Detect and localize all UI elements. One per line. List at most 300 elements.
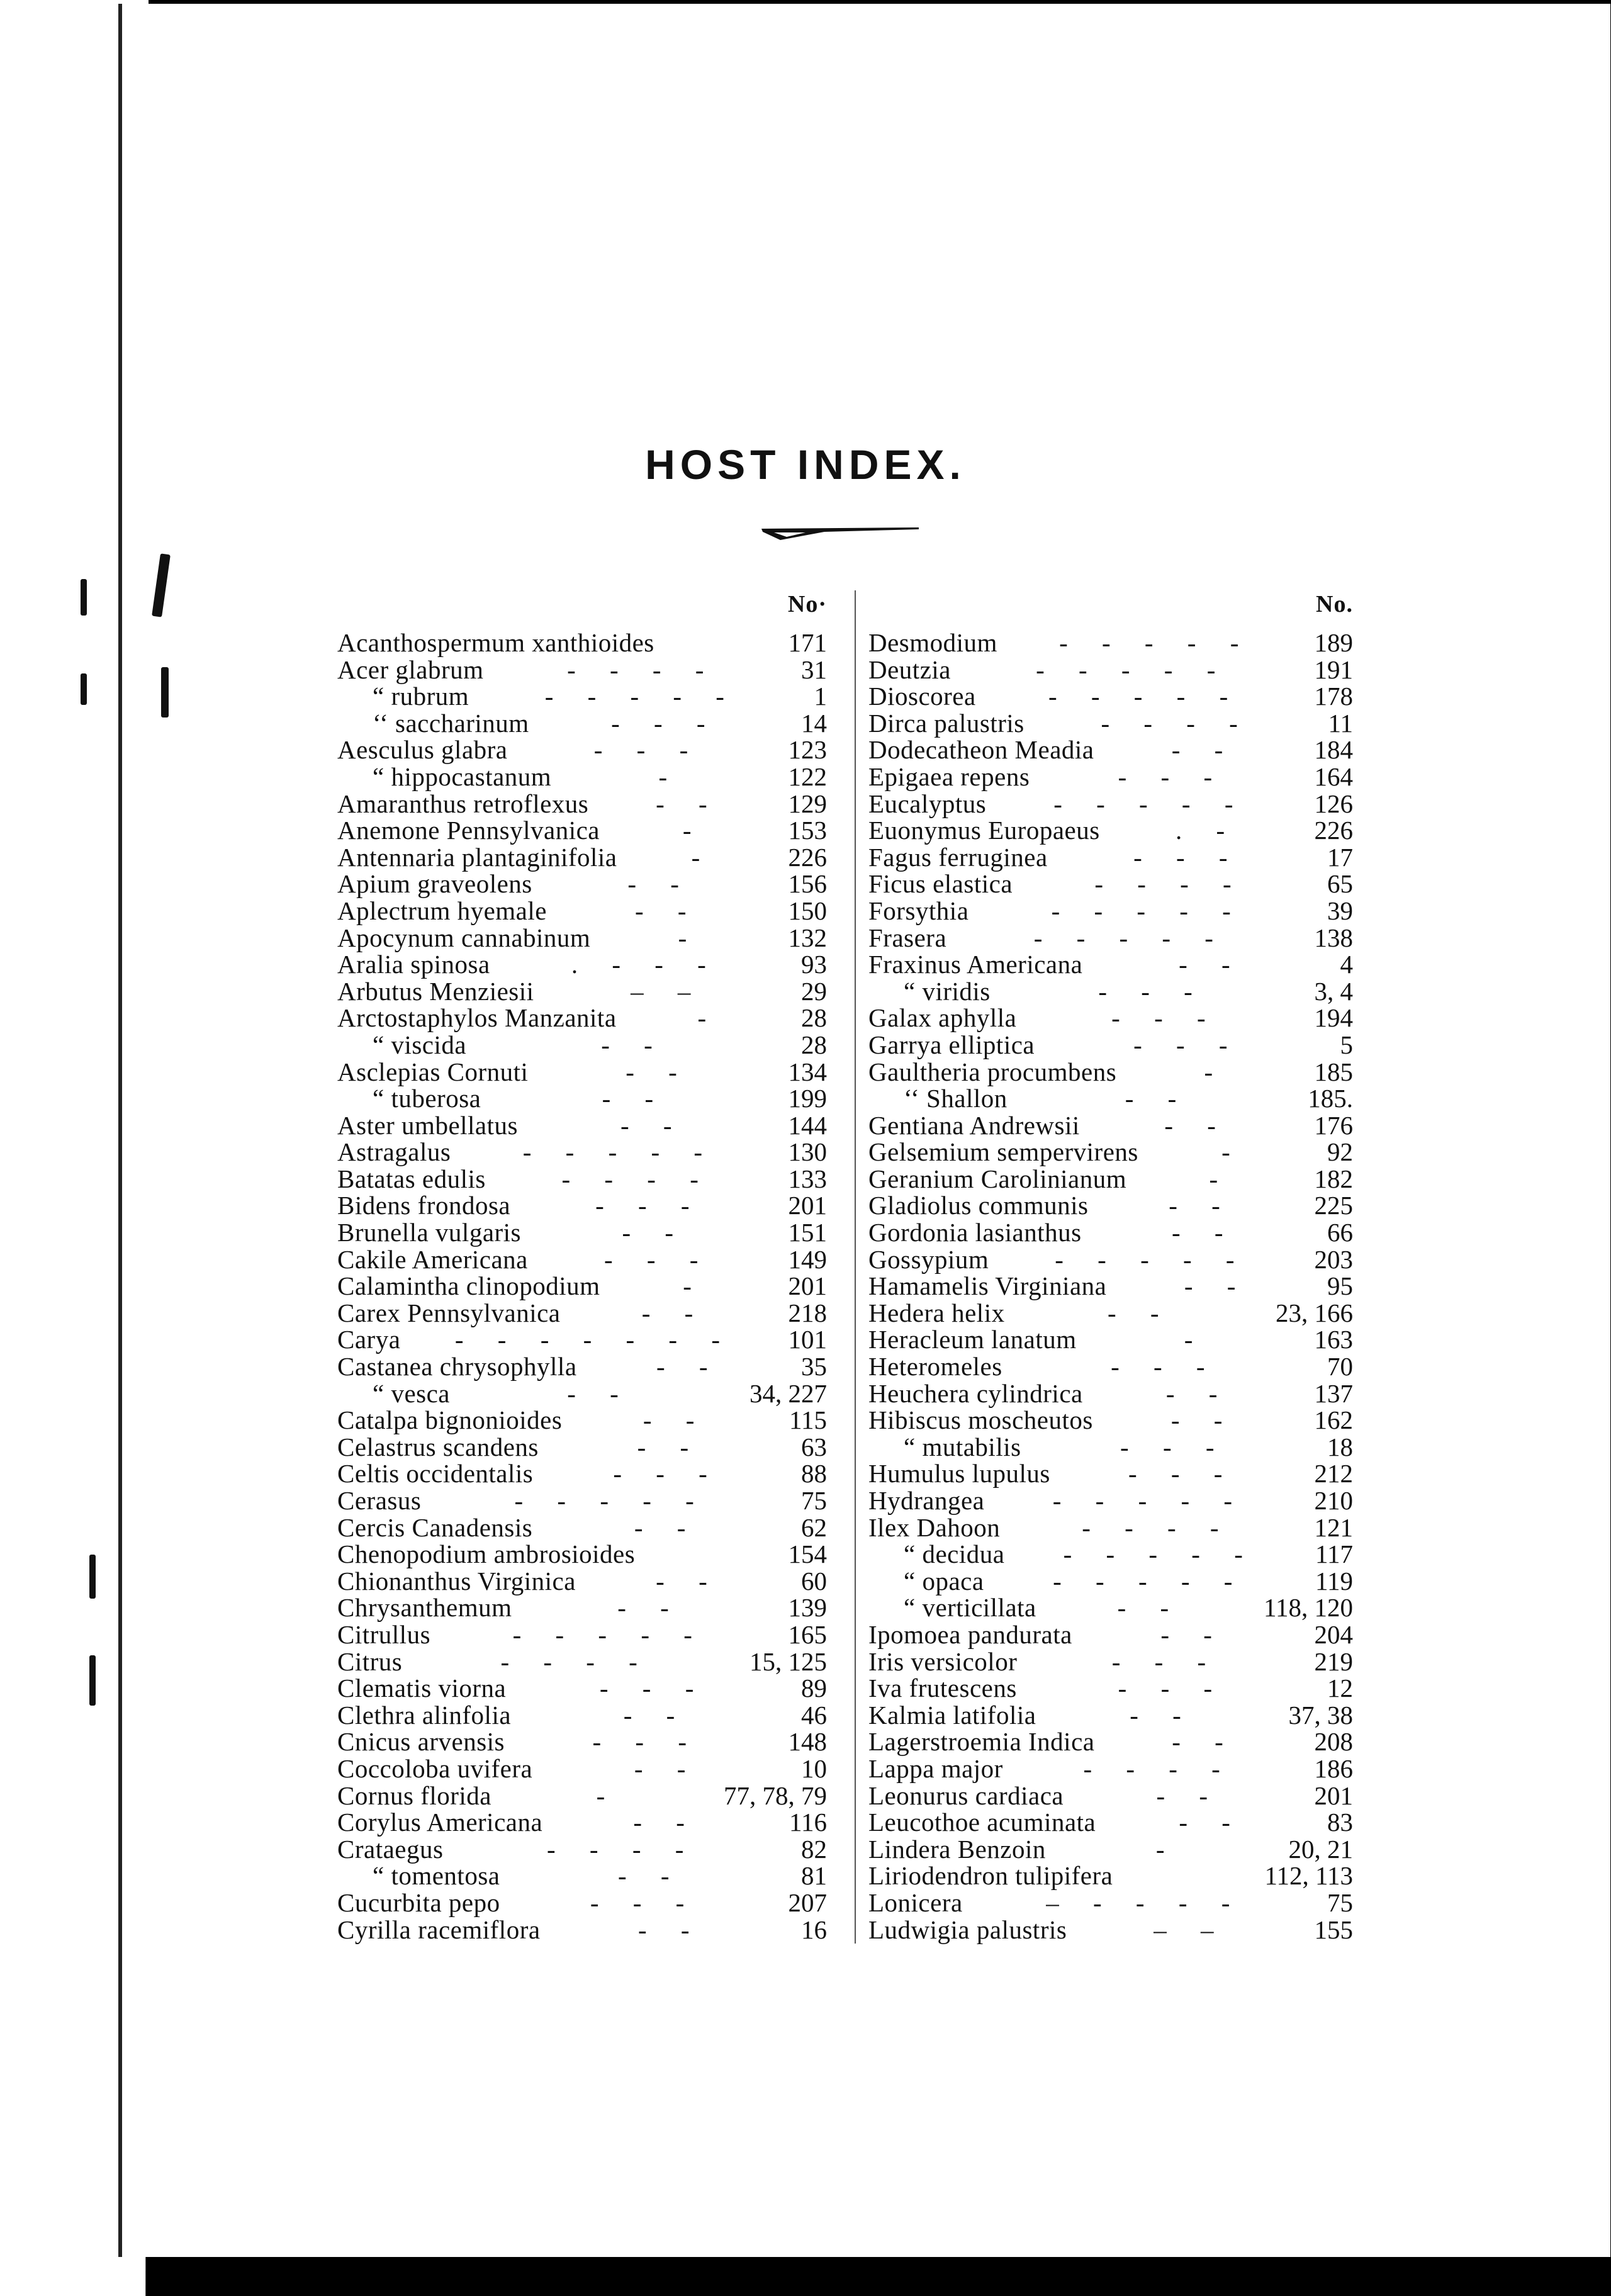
leader-dashes: - - - - - bbox=[1051, 897, 1245, 925]
entry-number: 70 bbox=[1327, 1352, 1353, 1382]
margin-mark bbox=[81, 579, 87, 616]
index-entry bbox=[868, 1300, 1353, 1327]
leader-dashes: - bbox=[1221, 1139, 1244, 1166]
entry-number: 156 bbox=[788, 869, 827, 899]
host-name: Crataegus bbox=[337, 1834, 444, 1864]
host-name: Coccoloba uvifera bbox=[337, 1753, 533, 1783]
index-entry bbox=[868, 1273, 1353, 1300]
entry-number: 31 bbox=[801, 655, 827, 684]
host-name: Astragalus bbox=[337, 1137, 451, 1167]
entry-number: 163 bbox=[1314, 1325, 1353, 1354]
entry-number: 35 bbox=[801, 1352, 827, 1382]
index-entry bbox=[868, 763, 1353, 791]
entry-number: 75 bbox=[801, 1486, 827, 1515]
entry-number: 132 bbox=[788, 923, 827, 952]
entry-number: 28 bbox=[801, 1030, 827, 1059]
index-column-left bbox=[337, 590, 827, 1943]
host-name: Lappa major bbox=[868, 1753, 1003, 1783]
index-entry bbox=[868, 951, 1353, 978]
index-entry bbox=[337, 1273, 827, 1300]
entry-number: 46 bbox=[801, 1700, 827, 1730]
host-name: Chrysanthemum bbox=[337, 1593, 512, 1623]
leader-dashes: - - bbox=[1160, 1621, 1226, 1648]
host-name: Heuchera cylindrica bbox=[868, 1378, 1083, 1408]
index-entry bbox=[868, 683, 1353, 710]
host-name: Carex Pennsylvanica bbox=[337, 1298, 561, 1327]
index-entry bbox=[337, 1514, 827, 1541]
host-name: Citrus bbox=[337, 1646, 403, 1676]
entry-number: 63 bbox=[801, 1432, 827, 1461]
entry-number: 93 bbox=[801, 950, 827, 979]
entry-number: 81 bbox=[801, 1861, 827, 1891]
leader-dashes: – – bbox=[1154, 1916, 1228, 1944]
host-name: Desmodium bbox=[868, 628, 997, 657]
index-entry bbox=[337, 951, 827, 978]
index-entry bbox=[337, 1782, 827, 1809]
entry-number: 154 bbox=[788, 1539, 827, 1569]
index-entry bbox=[868, 1675, 1353, 1702]
leader-dashes: - bbox=[691, 843, 714, 871]
index-entry bbox=[868, 1139, 1353, 1166]
entry-number: 129 bbox=[788, 789, 827, 818]
index-entry bbox=[337, 1353, 827, 1380]
entry-number: 219 bbox=[1314, 1646, 1353, 1676]
host-name: Batatas edulis bbox=[337, 1164, 486, 1193]
host-name: Hedera helix bbox=[868, 1298, 1005, 1327]
host-name: Gossypium bbox=[868, 1244, 989, 1274]
host-name: “ mutabilis bbox=[904, 1432, 1021, 1461]
index-entry bbox=[337, 1059, 827, 1086]
index-entry bbox=[868, 1809, 1353, 1836]
entry-number: 201 bbox=[788, 1271, 827, 1301]
host-name: Castanea chrysophylla bbox=[337, 1352, 577, 1382]
leader-dashes: - - bbox=[601, 1031, 666, 1059]
leader-dashes: - bbox=[1155, 1835, 1179, 1863]
entry-number: 89 bbox=[801, 1674, 827, 1703]
entry-number: 134 bbox=[788, 1057, 827, 1086]
index-entry bbox=[868, 710, 1353, 737]
index-entry bbox=[868, 1166, 1353, 1193]
host-name: Fagus ferruginea bbox=[868, 842, 1048, 872]
entry-number: 148 bbox=[788, 1727, 827, 1757]
entry-number: 112, 113 bbox=[1264, 1861, 1353, 1891]
leader-dashes: - - bbox=[637, 1916, 704, 1944]
host-name: Iris versicolor bbox=[868, 1646, 1018, 1676]
entry-number: 171 bbox=[788, 628, 827, 657]
host-name: ‘‘ Shallon bbox=[904, 1084, 1008, 1113]
host-name: Hydrangea bbox=[868, 1486, 985, 1515]
leader-dashes: - - bbox=[1169, 1192, 1234, 1220]
host-name: Ficus elastica bbox=[868, 869, 1013, 899]
leader-dashes: – – bbox=[631, 977, 705, 1005]
entry-number: 176 bbox=[1314, 1110, 1353, 1140]
index-entry bbox=[868, 791, 1353, 818]
leader-dashes: - - bbox=[627, 870, 693, 898]
index-entry bbox=[337, 1755, 827, 1782]
entry-number: 95 bbox=[1327, 1271, 1353, 1301]
entry-number: 203 bbox=[1314, 1244, 1353, 1274]
host-name: Ipomoea pandurata bbox=[868, 1619, 1072, 1649]
leader-dashes: - - - - - bbox=[1052, 1487, 1247, 1514]
leader-dashes: - bbox=[683, 1273, 705, 1300]
index-entry bbox=[337, 656, 827, 684]
host-name: Arbutus Menziesii bbox=[337, 976, 534, 1006]
host-name: Ilex Dahoon bbox=[868, 1512, 1001, 1542]
entry-number: 23, 166 bbox=[1276, 1298, 1353, 1327]
leader-dashes: - - bbox=[637, 1433, 703, 1461]
index-entry bbox=[868, 978, 1353, 1005]
entry-number: 212 bbox=[1314, 1459, 1353, 1488]
leader-dashes: - - - - - bbox=[1033, 924, 1227, 952]
host-name: Corylus Americana bbox=[337, 1808, 543, 1837]
leader-dashes: - bbox=[658, 763, 682, 791]
index-entry bbox=[337, 844, 827, 871]
index-entry bbox=[337, 791, 827, 818]
index-entry bbox=[337, 1648, 827, 1675]
entry-number: 118, 120 bbox=[1264, 1593, 1353, 1623]
index-entry bbox=[337, 1085, 827, 1112]
entry-number: 201 bbox=[1314, 1781, 1353, 1810]
index-entry bbox=[337, 1192, 827, 1219]
index-entry bbox=[337, 1702, 827, 1729]
index-entry bbox=[868, 1836, 1353, 1863]
index-entry bbox=[337, 629, 827, 656]
leader-dashes: - - bbox=[641, 1299, 707, 1327]
index-entry bbox=[868, 1434, 1353, 1461]
entry-number: 126 bbox=[1314, 789, 1353, 818]
host-name: Eucalyptus bbox=[868, 789, 987, 818]
leader-dashes: - - - bbox=[1111, 1004, 1220, 1032]
index-entry bbox=[868, 1192, 1353, 1219]
leader-dashes: - - bbox=[656, 1353, 722, 1380]
leader-dashes: - - - bbox=[613, 1460, 721, 1487]
entry-number: 88 bbox=[801, 1459, 827, 1488]
leader-dashes: - bbox=[682, 817, 705, 844]
leader-dashes: - - bbox=[602, 1085, 668, 1112]
host-name: Lindera Benzoin bbox=[868, 1834, 1046, 1864]
host-name: Calamintha clinopodium bbox=[337, 1271, 600, 1301]
entry-number: 15, 125 bbox=[749, 1646, 827, 1676]
entry-number: 5 bbox=[1340, 1030, 1353, 1059]
leader-dashes: - - - bbox=[1118, 1675, 1226, 1702]
index-entry bbox=[868, 925, 1353, 952]
index-entry bbox=[868, 1380, 1353, 1407]
entry-number: 12 bbox=[1327, 1674, 1353, 1703]
leader-dashes: - - - bbox=[592, 1728, 700, 1755]
index-entry bbox=[337, 925, 827, 952]
entry-number: 208 bbox=[1314, 1727, 1353, 1757]
index-entry bbox=[337, 1675, 827, 1702]
index-entry bbox=[868, 1487, 1353, 1514]
leader-dashes: - bbox=[1209, 1165, 1232, 1193]
index-entry bbox=[337, 1032, 827, 1059]
host-name: Asclepias Cornuti bbox=[337, 1057, 529, 1086]
leader-dashes: - bbox=[678, 924, 701, 952]
entry-number: 101 bbox=[788, 1325, 827, 1354]
entry-number: 116 bbox=[789, 1808, 827, 1837]
leader-dashes: - - bbox=[622, 1219, 688, 1246]
host-name: Bidens frondosa bbox=[337, 1191, 511, 1220]
host-name: Liriodendron tulipifera bbox=[868, 1861, 1113, 1891]
index-entry bbox=[337, 1889, 827, 1916]
index-entry bbox=[868, 1862, 1353, 1889]
entry-number: 149 bbox=[788, 1244, 827, 1274]
entry-number: 65 bbox=[1327, 869, 1353, 899]
entry-number: 204 bbox=[1314, 1619, 1353, 1649]
leader-dashes: - - - bbox=[593, 736, 702, 763]
host-name: “ vesca bbox=[373, 1378, 450, 1408]
host-name: Celastrus scandens bbox=[337, 1432, 539, 1461]
leader-dashes: - - - - - bbox=[544, 683, 738, 710]
leader-dashes: - bbox=[596, 1782, 619, 1809]
host-name: “ verticillata bbox=[904, 1593, 1036, 1623]
leader-dashes: - - bbox=[656, 1567, 721, 1595]
leader-dashes: - - bbox=[620, 1111, 686, 1139]
entry-number: 75 bbox=[1327, 1888, 1353, 1917]
index-entry bbox=[868, 898, 1353, 925]
index-entry bbox=[868, 1059, 1353, 1086]
leader-dashes: - - bbox=[1156, 1782, 1222, 1809]
host-name: Galax aphylla bbox=[868, 1003, 1017, 1033]
host-name: Apocynum cannabinum bbox=[337, 923, 591, 952]
leader-dashes: - - - - - bbox=[1053, 790, 1247, 818]
entry-number: 123 bbox=[788, 735, 827, 765]
entry-number: 4 bbox=[1340, 950, 1353, 979]
host-name: Cucurbita pepo bbox=[337, 1888, 500, 1917]
index-entry bbox=[337, 1541, 827, 1568]
entry-number: 139 bbox=[788, 1593, 827, 1623]
leader-dashes: - - bbox=[623, 1701, 689, 1729]
leader-dashes: - - bbox=[634, 897, 700, 925]
index-entry bbox=[868, 1219, 1353, 1246]
leader-dashes: - - bbox=[1164, 1111, 1230, 1139]
leader-dashes: - - bbox=[1125, 1085, 1191, 1112]
entry-number: 226 bbox=[788, 842, 827, 872]
leader-dashes: - - - - - bbox=[1053, 1567, 1247, 1595]
leader-dashes: - - - bbox=[1098, 977, 1206, 1005]
entry-number: 62 bbox=[801, 1512, 827, 1542]
entry-number: 164 bbox=[1314, 762, 1353, 791]
host-name: Gelsemium sempervirens bbox=[868, 1137, 1138, 1167]
leader-dashes: - - - bbox=[1111, 1353, 1219, 1380]
entry-number: 130 bbox=[788, 1137, 827, 1167]
index-entry bbox=[868, 656, 1353, 684]
leader-dashes: - - - bbox=[1128, 1460, 1237, 1487]
leader-dashes: - - bbox=[1170, 1407, 1237, 1434]
index-entry bbox=[868, 1541, 1353, 1568]
leader-dashes: - - bbox=[567, 1380, 632, 1407]
index-entry bbox=[337, 1166, 827, 1193]
host-name: “ opaca bbox=[904, 1566, 984, 1595]
host-name: Frasera bbox=[868, 923, 947, 952]
index-entry bbox=[868, 1032, 1353, 1059]
entry-number: 60 bbox=[801, 1566, 827, 1595]
leader-dashes: - bbox=[1184, 1326, 1207, 1354]
entry-number: 178 bbox=[1314, 682, 1353, 711]
host-name: Aesculus glabra bbox=[337, 735, 508, 765]
host-name: Cerasus bbox=[337, 1486, 422, 1515]
entry-number: 165 bbox=[788, 1619, 827, 1649]
host-name: “ viscida bbox=[373, 1030, 467, 1059]
entry-number: 14 bbox=[801, 708, 827, 738]
leader-dashes: - - - - - bbox=[522, 1139, 717, 1166]
entry-number: 20, 21 bbox=[1288, 1834, 1353, 1864]
entry-number: 92 bbox=[1327, 1137, 1353, 1167]
entry-number: 121 bbox=[1314, 1512, 1353, 1542]
entry-number: 182 bbox=[1314, 1164, 1353, 1193]
leader-dashes: - - - - - bbox=[1063, 1541, 1257, 1568]
host-name: Acanthospermum xanthioides bbox=[337, 628, 654, 657]
margin-mark bbox=[89, 1555, 96, 1599]
entry-number: 185 bbox=[1314, 1057, 1353, 1086]
leader-dashes: - - bbox=[643, 1407, 709, 1434]
host-name: Humulus lupulus bbox=[868, 1459, 1050, 1488]
entry-number: 133 bbox=[788, 1164, 827, 1193]
host-name: Aplectrum hyemale bbox=[337, 896, 547, 925]
index-entry bbox=[337, 1407, 827, 1434]
entry-number: 11 bbox=[1328, 708, 1353, 738]
index-entry bbox=[868, 1514, 1353, 1541]
leader-dashes: - - - bbox=[590, 1889, 699, 1916]
index-entry bbox=[337, 1728, 827, 1755]
host-name: Geranium Carolinianum bbox=[868, 1164, 1127, 1193]
leader-dashes: - - - bbox=[1133, 1031, 1242, 1059]
leader-dashes: . - - - bbox=[571, 951, 720, 978]
index-entry bbox=[337, 1916, 827, 1944]
entry-number: 153 bbox=[788, 816, 827, 845]
index-entry bbox=[337, 710, 827, 737]
leader-dashes: - - bbox=[617, 1862, 683, 1889]
leader-dashes: - - bbox=[1179, 1809, 1244, 1836]
column-header: No· bbox=[787, 591, 827, 617]
leader-dashes: - bbox=[697, 1004, 721, 1032]
host-name: Ludwigia palustris bbox=[868, 1915, 1067, 1944]
entry-number: 82 bbox=[801, 1834, 827, 1864]
host-name: Antennaria plantaginifolia bbox=[337, 842, 617, 872]
leader-dashes: - - - - - bbox=[1055, 1246, 1249, 1273]
leader-dashes: - - - - bbox=[1101, 709, 1252, 737]
entry-number: 83 bbox=[1327, 1808, 1353, 1837]
entry-number: 210 bbox=[1314, 1486, 1353, 1515]
leader-dashes: - - - bbox=[599, 1675, 708, 1702]
entry-number: 226 bbox=[1314, 816, 1353, 845]
entry-number: 186 bbox=[1314, 1753, 1353, 1783]
entry-number: 191 bbox=[1314, 655, 1353, 684]
host-name: Brunella vulgaris bbox=[337, 1218, 522, 1247]
host-name: Gentiana Andrewsii bbox=[868, 1110, 1080, 1140]
host-name: Epigaea repens bbox=[868, 762, 1030, 791]
host-name: “ decidua bbox=[904, 1539, 1005, 1569]
column-header: No. bbox=[1316, 591, 1353, 617]
host-name: Garrya elliptica bbox=[868, 1030, 1035, 1059]
host-name: Catalpa bignonioides bbox=[337, 1405, 563, 1435]
index-entry bbox=[337, 1246, 827, 1273]
host-name: Dodecatheon Meadia bbox=[868, 735, 1094, 765]
host-name: “ hippocastanum bbox=[373, 762, 552, 791]
leader-dashes: - - - bbox=[1111, 1648, 1220, 1675]
host-name: Fraxinus Americana bbox=[868, 950, 1083, 979]
host-name: Amaranthus retroflexus bbox=[337, 789, 589, 818]
index-column-right bbox=[868, 590, 1353, 1943]
index-entry bbox=[868, 1085, 1353, 1112]
index-entry bbox=[337, 1460, 827, 1487]
index-entry bbox=[868, 1326, 1353, 1353]
host-name: Arctostaphylos Manzanita bbox=[337, 1003, 617, 1033]
host-name: Dioscorea bbox=[868, 682, 976, 711]
index-entry bbox=[868, 1004, 1353, 1032]
entry-number: 29 bbox=[801, 976, 827, 1006]
entry-number: 119 bbox=[1315, 1566, 1353, 1595]
index-entry bbox=[868, 1702, 1353, 1729]
host-name: Gordonia lasianthus bbox=[868, 1218, 1082, 1247]
entry-number: 28 bbox=[801, 1003, 827, 1033]
host-name: Hamamelis Virginiana bbox=[868, 1271, 1107, 1301]
leader-dashes: - - - bbox=[1120, 1433, 1228, 1461]
index-entry bbox=[337, 1139, 827, 1166]
host-name: “ tuberosa bbox=[373, 1084, 481, 1113]
index-entry bbox=[868, 870, 1353, 898]
index-entry bbox=[337, 1809, 827, 1836]
leader-dashes: - - bbox=[626, 1058, 691, 1086]
leader-dashes: - - - - - - - bbox=[454, 1326, 734, 1354]
index-entry bbox=[337, 1434, 827, 1461]
entry-number: 122 bbox=[788, 762, 827, 791]
host-name: Acer glabrum bbox=[337, 655, 484, 684]
host-name: Clematis viorna bbox=[337, 1674, 507, 1703]
leader-dashes: . - bbox=[1176, 817, 1239, 844]
index-entry bbox=[868, 1112, 1353, 1139]
host-name: Chenopodium ambrosioides bbox=[337, 1539, 636, 1569]
entry-number: 155 bbox=[1314, 1915, 1353, 1944]
index-entry bbox=[868, 1755, 1353, 1782]
index-entry bbox=[337, 1112, 827, 1139]
index-entry bbox=[337, 1380, 827, 1407]
leader-dashes: - - bbox=[1108, 1299, 1173, 1327]
leader-dashes: - - bbox=[1184, 1273, 1250, 1300]
host-name: Apium graveolens bbox=[337, 869, 532, 899]
index-entry bbox=[868, 1568, 1353, 1595]
index-entry bbox=[868, 1594, 1353, 1621]
leader-dashes: - - bbox=[1165, 1380, 1232, 1407]
index-entry bbox=[868, 1916, 1353, 1944]
margin-mark bbox=[81, 673, 87, 705]
host-name: Celtis occidentalis bbox=[337, 1459, 534, 1488]
host-name: Cakile Americana bbox=[337, 1244, 528, 1274]
leader-dashes: - - - - - bbox=[514, 1487, 708, 1514]
index-entry bbox=[868, 1407, 1353, 1434]
leader-dashes: - - bbox=[617, 1594, 683, 1621]
index-entry bbox=[337, 870, 827, 898]
leader-dashes: - - bbox=[1172, 1219, 1237, 1246]
host-name: Lonicera bbox=[868, 1888, 963, 1917]
host-name: Clethra alinfolia bbox=[337, 1700, 512, 1730]
entry-number: 17 bbox=[1327, 842, 1353, 872]
host-name: “ viridis bbox=[904, 976, 991, 1006]
index-entry bbox=[337, 978, 827, 1005]
leader-dashes: - - - - - bbox=[1059, 629, 1253, 656]
index-entry bbox=[337, 1862, 827, 1889]
host-name: Chionanthus Virginica bbox=[337, 1566, 576, 1595]
host-name: “ rubrum bbox=[373, 682, 469, 711]
index-entry bbox=[337, 1300, 827, 1327]
host-name: Heteromeles bbox=[868, 1352, 1002, 1382]
host-name: Euonymus Europaeus bbox=[868, 816, 1100, 845]
index-entry bbox=[868, 629, 1353, 656]
host-name: Aralia spinosa bbox=[337, 950, 490, 979]
leader-dashes: - - bbox=[1117, 1594, 1183, 1621]
index-entry bbox=[868, 1889, 1353, 1916]
leader-dashes: - - bbox=[1172, 1728, 1237, 1755]
